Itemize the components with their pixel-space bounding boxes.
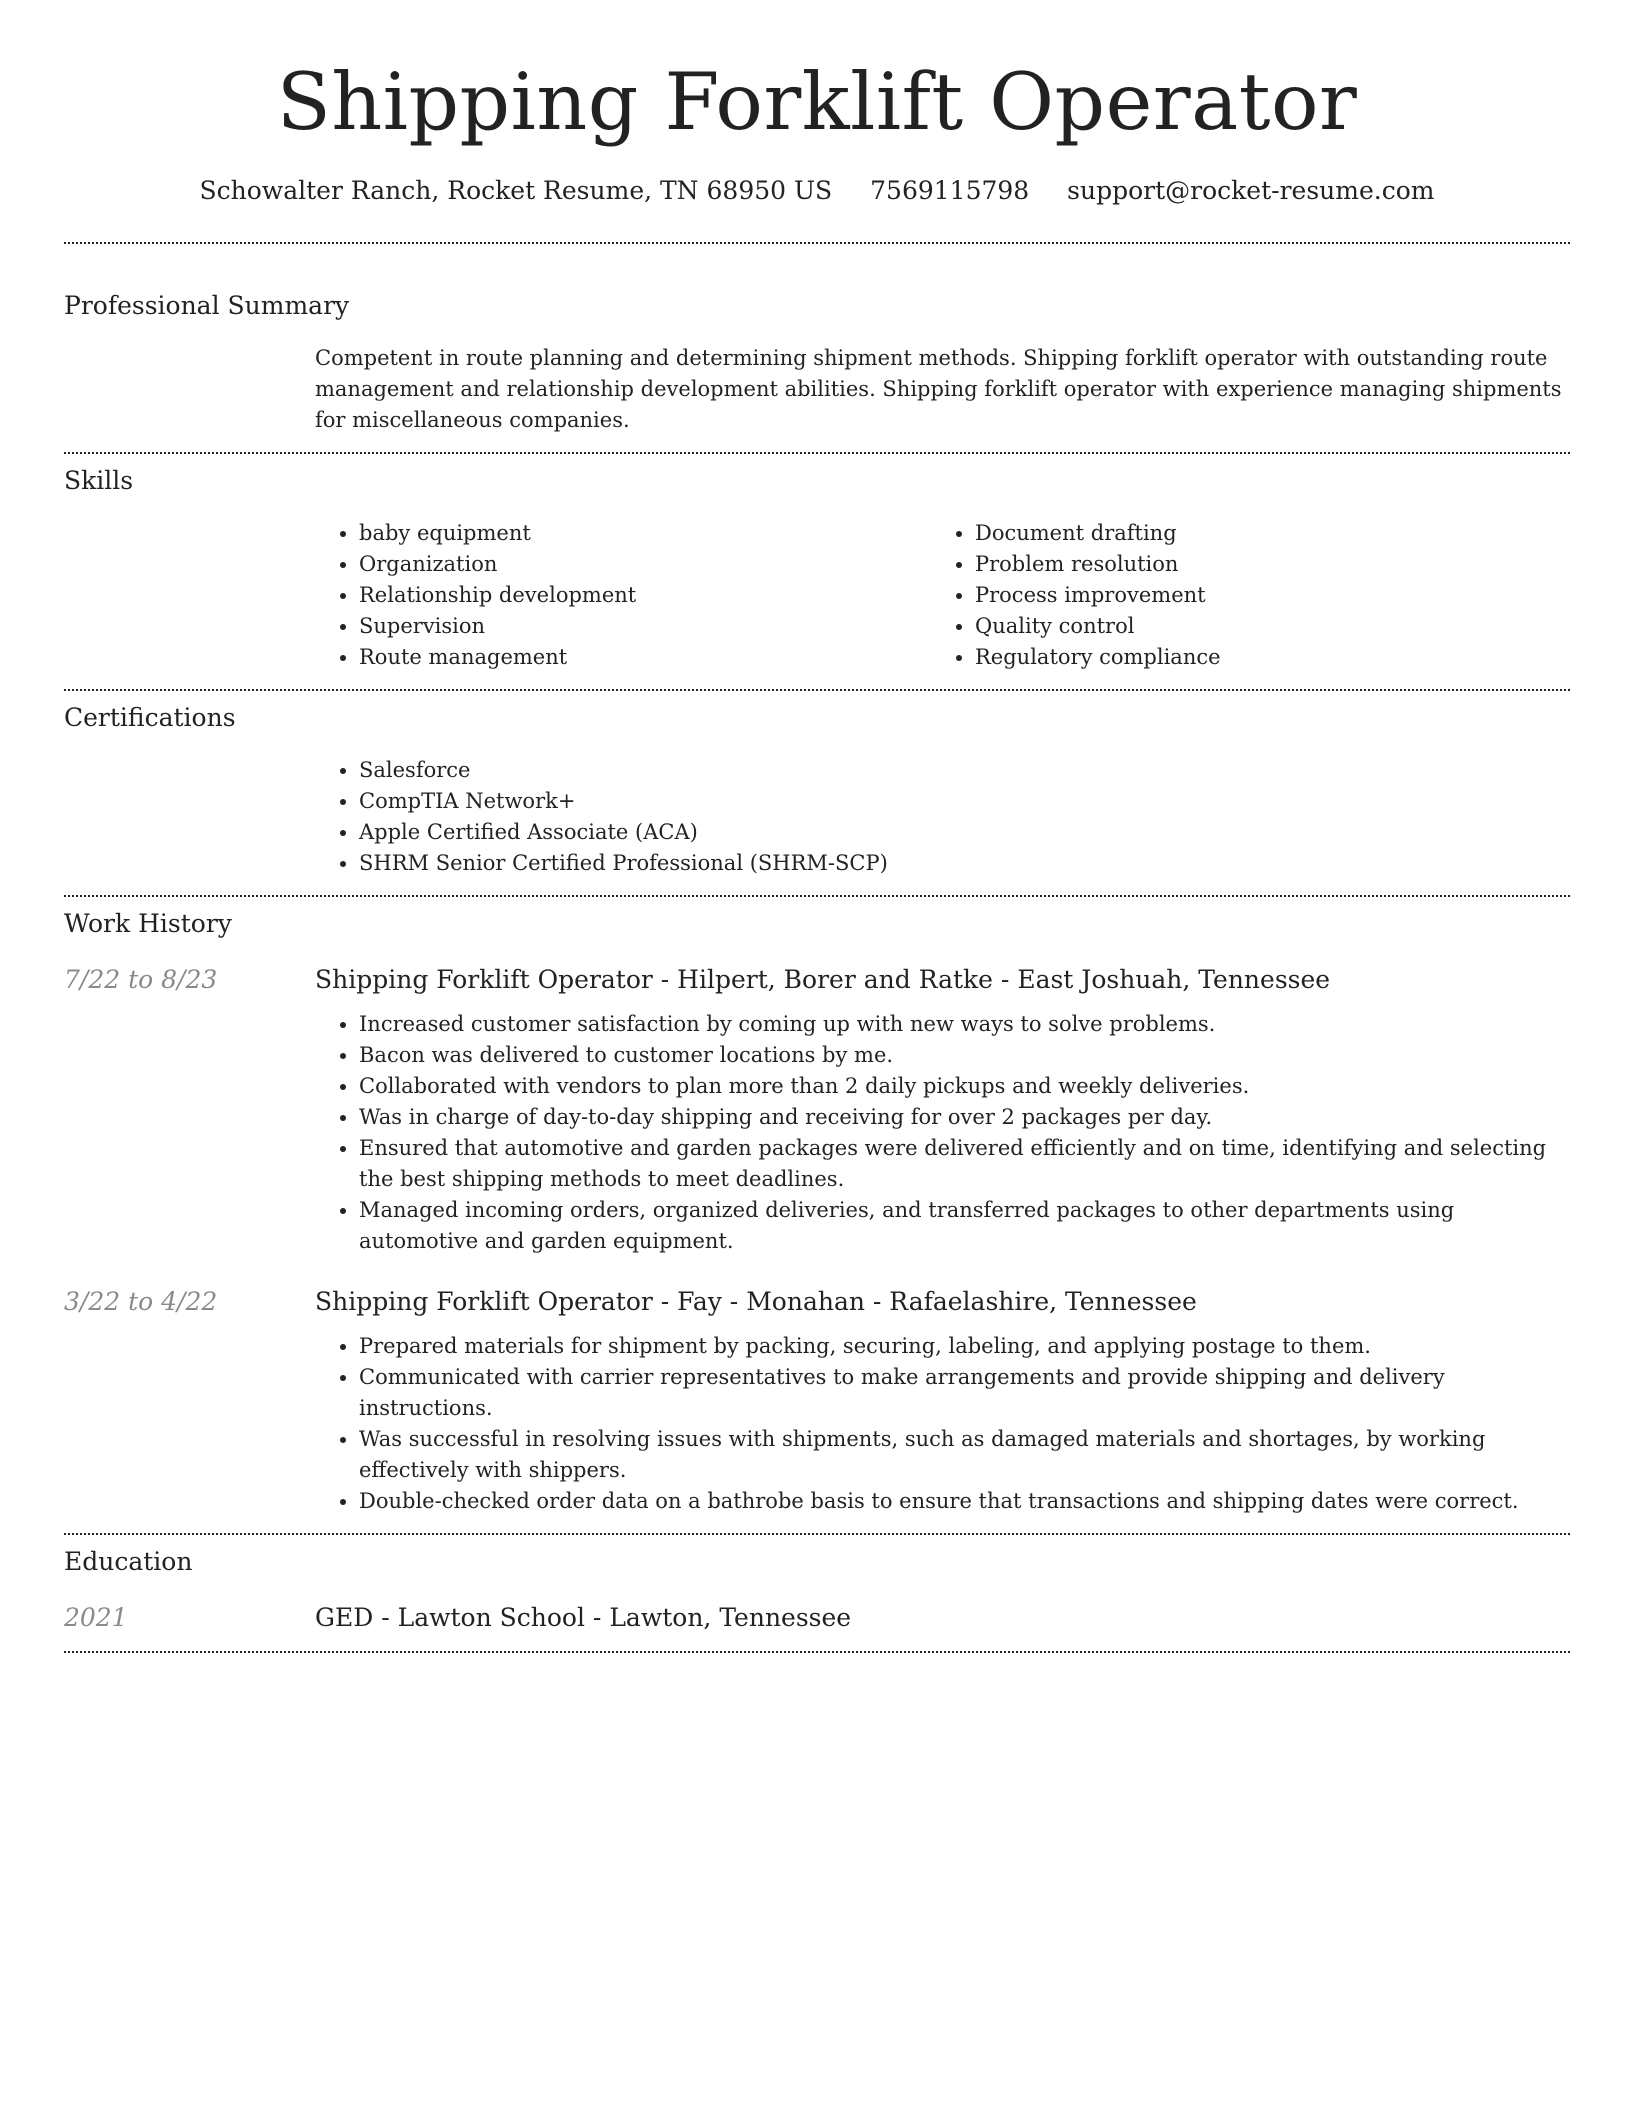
job-header <box>64 963 1570 997</box>
contact-phone: 7569115798 <box>870 176 1030 205</box>
summary-content <box>315 343 1570 436</box>
job-bullets <box>315 1331 1570 1517</box>
section-title-work-history: Work History <box>64 909 232 938</box>
work-history-section <box>64 897 1570 1533</box>
job-dates: 7/22 to 8/23 <box>64 965 218 994</box>
list-item: • Route management <box>359 642 931 673</box>
list-item: • Regulatory compliance <box>975 642 1547 673</box>
job-role: Shipping Forklift Operator <box>315 965 653 994</box>
list-item: • Quality control <box>975 611 1547 642</box>
summary-text: Competent in route planning and determining shipment methods. Shipping forklift operator with outstanding route management and relationship development abilities. Shipping forklift operator with experience managing shipments for miscellaneous companies. <box>315 346 1562 432</box>
section-title-education: Education <box>64 1547 193 1576</box>
certifications-section <box>64 691 1570 895</box>
list-item: • Document drafting <box>975 518 1547 549</box>
contact-address: Schowalter Ranch, Rocket Resume, TN 68950 US <box>199 176 833 205</box>
job-bullets <box>315 1009 1570 1257</box>
skills-column-right <box>931 518 1547 673</box>
list-item: • Relationship development <box>359 580 931 611</box>
job-role: Shipping Forklift Operator <box>315 1287 653 1316</box>
job-entry <box>64 1285 1570 1517</box>
job-title <box>315 963 1330 997</box>
resume-header <box>64 0 1570 208</box>
job-entry <box>64 963 1570 1257</box>
section-title-summary: Professional Summary <box>64 291 350 320</box>
divider <box>64 1651 1570 1653</box>
list-item: • Managed incoming orders, organized deliveries, and transferred packages to other departments using automotive and garden equipment. <box>359 1195 1570 1257</box>
skills-section <box>64 454 1570 689</box>
list-item: • Bacon was delivered to customer locations by me. <box>359 1040 1570 1071</box>
list-item: • Communicated with carrier representatives to make arrangements and provide shipping and delivery instructions. <box>359 1362 1570 1424</box>
list-item: • Supervision <box>359 611 931 642</box>
list-item: • SHRM Senior Certified Professional (SHRM-SCP) <box>359 848 1570 879</box>
job-employer: - Hilpert, Borer and Ratke - East Joshuah, Tennessee <box>652 965 1331 994</box>
list-item: • baby equipment <box>359 518 931 549</box>
job-title <box>315 1285 1197 1319</box>
resume-page <box>64 0 1570 1653</box>
list-item: • Double-checked order data on a bathrobe basis to ensure that transactions and shipping dates were correct. <box>359 1486 1570 1517</box>
list-item: • Was successful in resolving issues with shipments, such as damaged materials and shortages, by working effectively with shippers. <box>359 1424 1570 1486</box>
skills-column-left <box>315 518 931 673</box>
list-item: • Prepared materials for shipment by packing, securing, labeling, and applying postage to them. <box>359 1331 1570 1362</box>
summary-section <box>64 244 1570 452</box>
list-item: • CompTIA Network+ <box>359 786 1570 817</box>
list-item: • Collaborated with vendors to plan more than 2 daily pickups and weekly deliveries. <box>359 1071 1570 1102</box>
skills-list <box>315 518 1570 673</box>
job-header <box>64 1285 1570 1319</box>
job-employer: - Fay - Monahan - Rafaelashire, Tennessee <box>652 1287 1197 1316</box>
list-item: • Problem resolution <box>975 549 1547 580</box>
list-item: • Was in charge of day-to-day shipping and receiving for over 2 packages per day. <box>359 1102 1570 1133</box>
education-entry <box>64 1601 1570 1635</box>
job-dates: 3/22 to 4/22 <box>64 1287 218 1316</box>
education-section <box>64 1535 1570 1651</box>
contact-email: support@rocket-resume.com <box>1067 176 1435 205</box>
section-title-skills: Skills <box>64 466 134 495</box>
contact-line <box>64 174 1570 208</box>
list-item: • Increased customer satisfaction by coming up with new ways to solve problems. <box>359 1009 1570 1040</box>
list-item: • Apple Certified Associate (ACA) <box>359 817 1570 848</box>
education-year: 2021 <box>64 1603 128 1632</box>
section-title-certifications: Certifications <box>64 703 236 732</box>
list-item: • Ensured that automotive and garden packages were delivered efficiently and on time, identifying and selecting the best shipping methods to meet deadlines. <box>359 1133 1570 1195</box>
education-details: GED - Lawton School - Lawton, Tennessee <box>315 1603 852 1632</box>
list-item: • Organization <box>359 549 931 580</box>
list-item: • Salesforce <box>359 755 1570 786</box>
list-item: • Process improvement <box>975 580 1547 611</box>
certifications-list <box>315 755 1570 879</box>
candidate-name: Shipping Forklift Operator <box>276 56 1358 148</box>
